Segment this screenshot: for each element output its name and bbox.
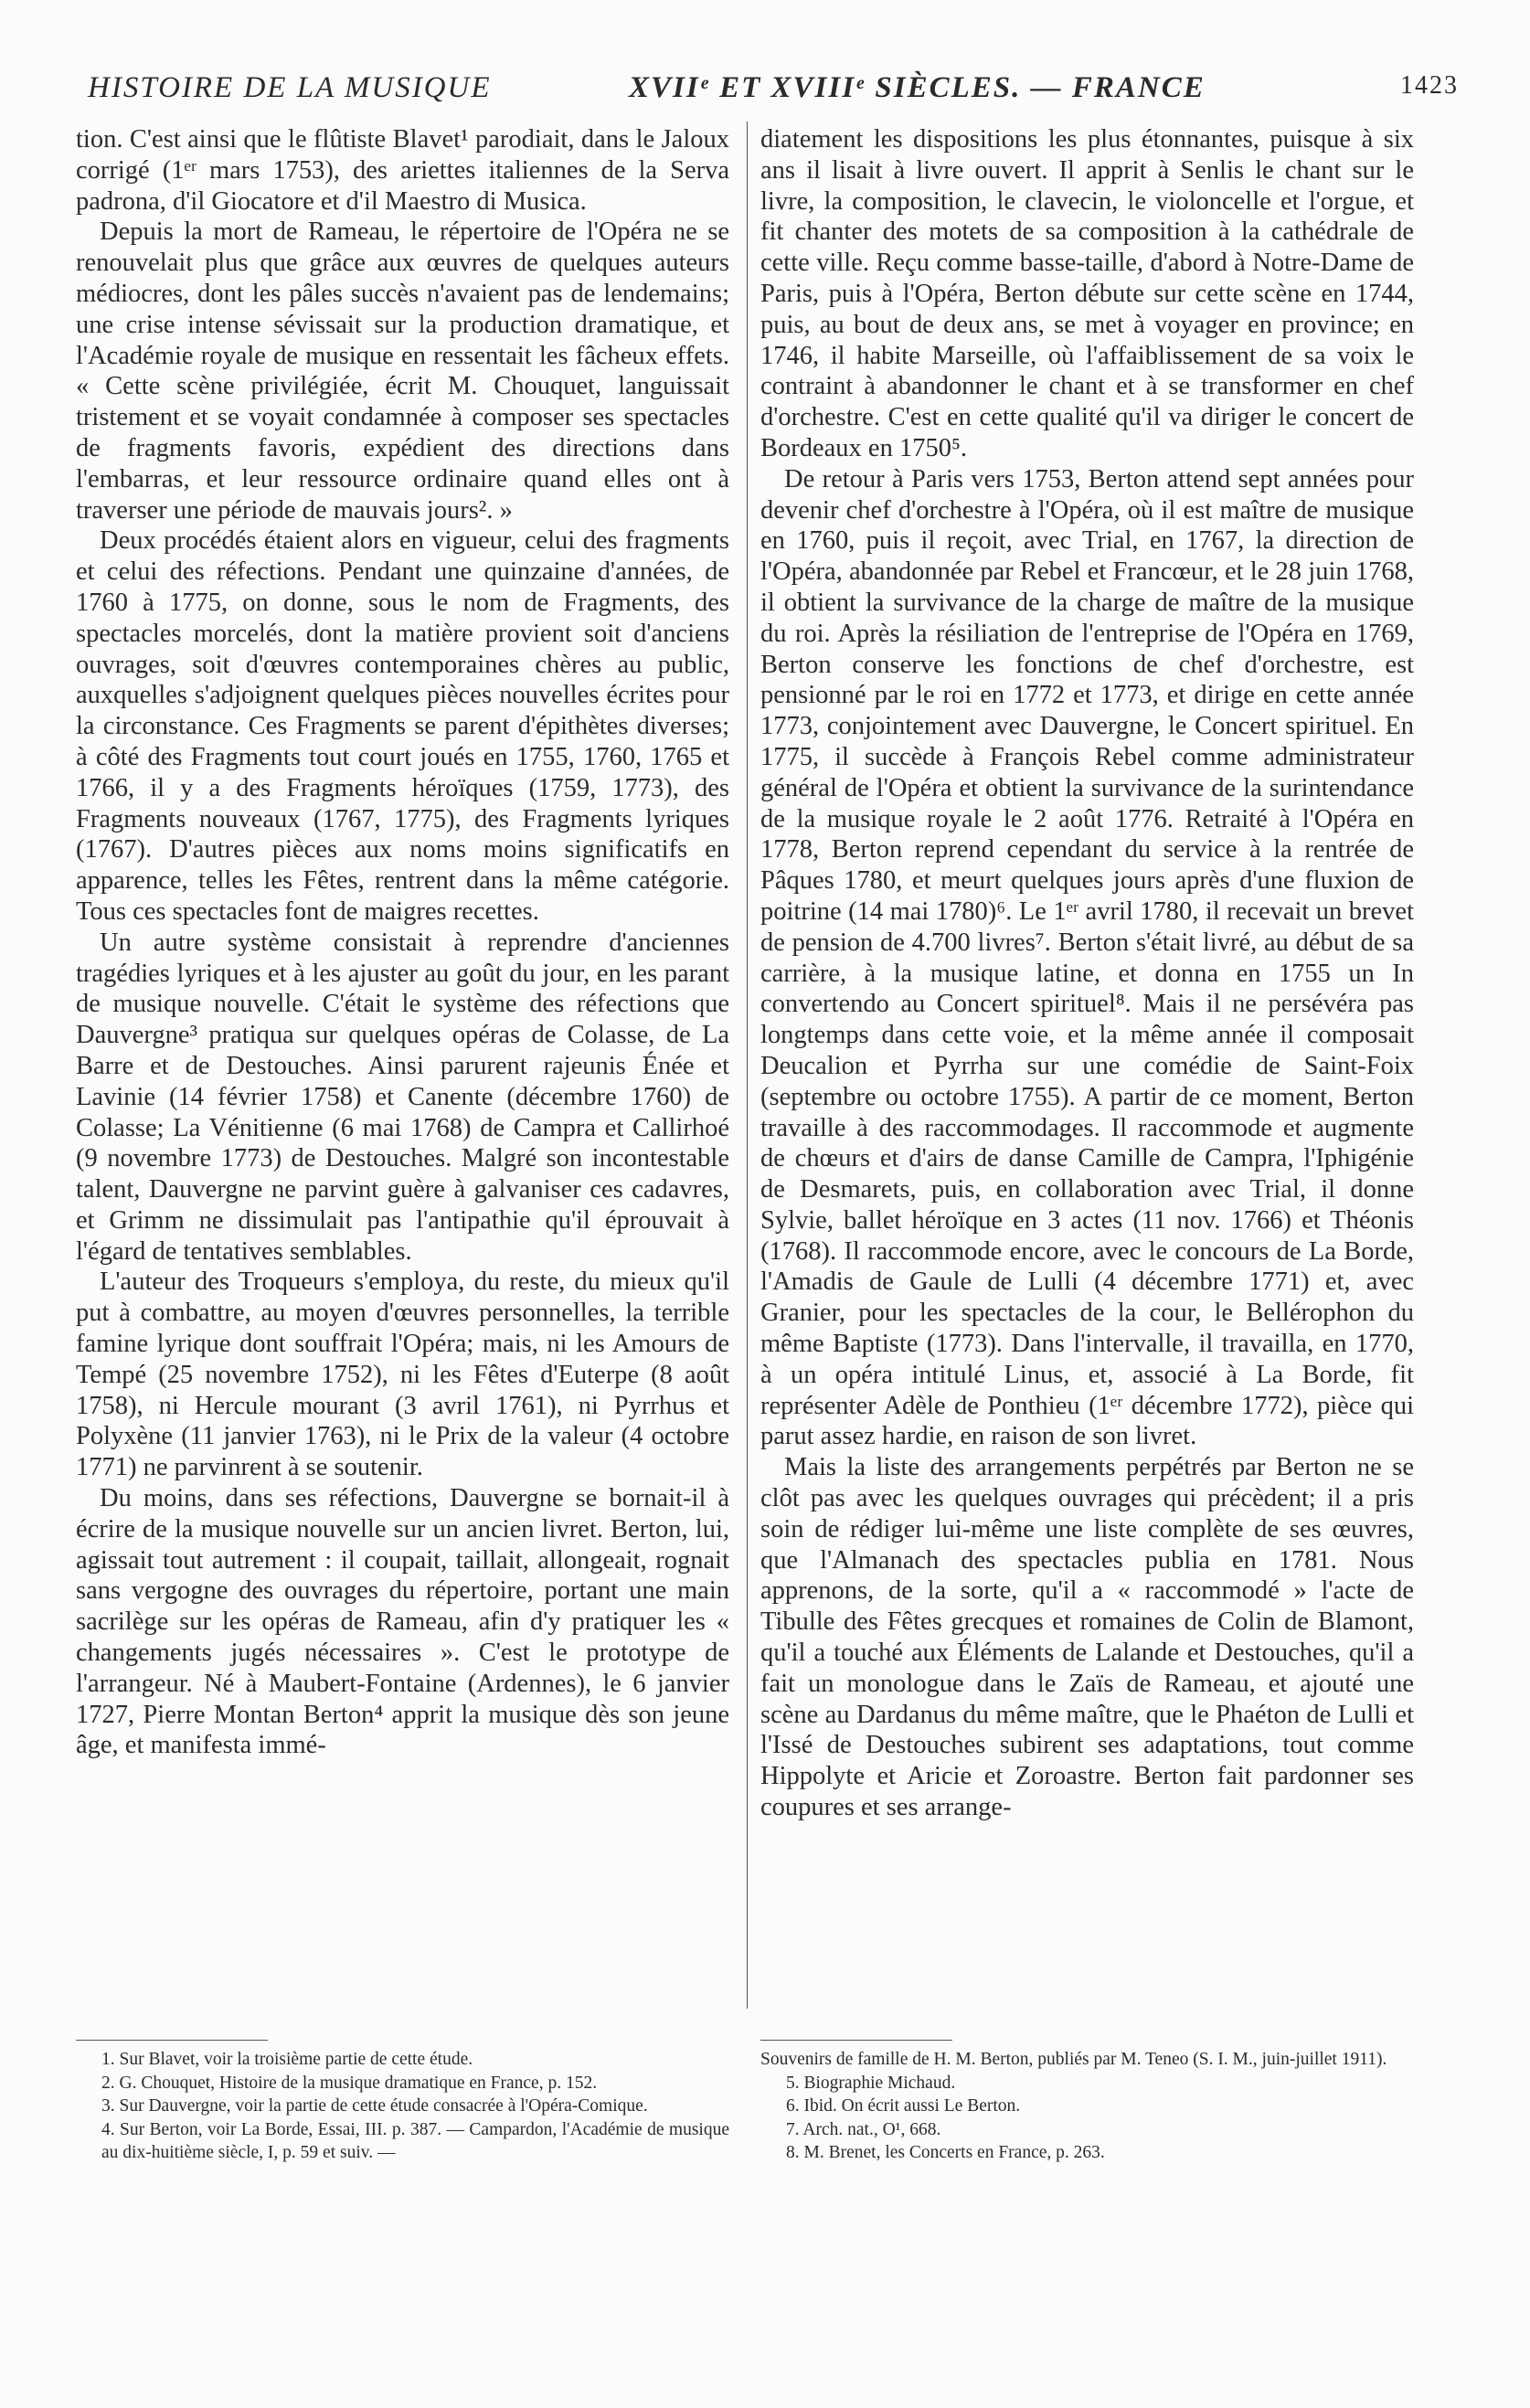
footnote: 2. G. Chouquet, Histoire de la musique dramatique en France, p. 152. xyxy=(101,2073,598,2093)
page-header xyxy=(88,71,1459,108)
footnote-rule xyxy=(76,2040,268,2041)
paragraph: diatement les dispositions les plus étonnantes, puisque à six ans il lisait à livre ouvert. Il apprit à Senlis le chant sur le livre, la composition, le clavecin, le violoncelle et l'orgue, et fit chanter des motets de sa composition à la cathédrale de cette ville. Reçu comme basse-taille, d'abord à Notre-Dame de Paris, puis à l'Opéra, Berton débute sur cette scène en 1744, puis, au bout de deux ans, se met à voyager en province; en 1746, il habite Marseille, où l'affaiblissement de sa voix le contraint à abandonner le chant et à se transformer en chef d'orchestre. C'est en cette qualité qu'il va diriger le concert de Bordeaux en 1750⁵. xyxy=(760,125,1414,462)
paragraph: L'auteur des Troqueurs s'employa, du reste, du mieux qu'il put à combattre, au moyen d'œuvres personnelles, la terrible famine lyrique dont souffrait l'Opéra; mais, ni les Amours de Tempé (25 novembre 1752), ni les Fêtes d'Euterpe (8 août 1758), ni Hercule mourant (3 avril 1761), ni Pyrrhus et Polyxène (11 janvier 1763), ni le Prix de la valeur (4 octobre 1771) ne parvinrent à se soutenir. xyxy=(76,1268,729,1482)
section-title: XVIIᵉ ET XVIIIᵉ SIÈCLES. — FRANCE xyxy=(629,71,1206,104)
footnotes-left xyxy=(76,2040,729,2165)
footnote-rule xyxy=(760,2040,952,2041)
paragraph: tion. C'est ainsi que le flûtiste Blavet¹ parodiait, dans le Jaloux corrigé (1ᵉʳ mars 1753), des ariettes italiennes de la Serva padrona, d'il Giocatore et d'il Maestro di Musica. xyxy=(76,125,729,216)
footnote: 8. M. Brenet, les Concerts en France, p. 263. xyxy=(786,2143,1105,2162)
footnote: 3. Sur Dauvergne, voir la partie de cette étude consacrée à l'Opéra-Comique. xyxy=(101,2096,648,2116)
column-divider xyxy=(747,122,748,2009)
footnotes-right xyxy=(760,2040,1414,2165)
right-column xyxy=(760,124,1414,1823)
paragraph: Deux procédés étaient alors en vigueur, celui des fragments et celui des réfections. Pendant une quinzaine d'années, de 1760 à 1775, on donne, sous le nom de Fragments, des spectacles morcelés, dont la matière provient soit d'anciens ouvrages, soit d'œuvres contemporaines chères au public, auxquelles s'adjoignent quelques pièces nouvelles écrites pour la circonstance. Ces Fragments se parent d'épithètes diverses; à côté des Fragments tout court joués en 1755, 1760, 1765 et 1766, il y a des Fragments héroïques (1759, 1773), des Fragments nouveaux (1767, 1775), des Fragments lyriques (1767). D'autres pièces aux noms moins significatifs en apparence, telles les Fêtes, rentrent dans la même catégorie. Tous ces spectacles font de maigres recettes. xyxy=(76,526,729,926)
footnote: 7. Arch. nat., O¹, 668. xyxy=(786,2119,941,2139)
footnote: 6. Ibid. On écrit aussi Le Berton. xyxy=(786,2096,1021,2116)
left-column xyxy=(76,124,729,1761)
footnote: 1. Sur Blavet, voir la troisième partie de cette étude. xyxy=(101,2050,473,2069)
paragraph: Un autre système consistait à reprendre d'anciennes tragédies lyriques et à les ajuster au goût du jour, en les parant de musique nouvelle. C'était le système des réfections que Dauvergne³ pratiqua sur quelques opéras de Colasse, de La Barre et de Destouches. Ainsi parurent rajeunis Énée et Lavinie (14 février 1758) et Canente (décembre 1760) de Colasse; La Vénitienne (6 mai 1768) de Campra et Callirhoé (9 novembre 1773) de Destouches. Malgré son incontestable talent, Dauvergne ne parvint guère à galvaniser ces cadavres, et Grimm ne dissimulait pas l'antipathie qu'il éprouvait à l'égard de tentatives semblables. xyxy=(76,928,729,1266)
footnote: Souvenirs de famille de H. M. Berton, publiés par M. Teneo (S. I. M., juin-juillet 1911). xyxy=(760,2050,1387,2069)
paragraph: De retour à Paris vers 1753, Berton attend sept années pour devenir chef d'orchestre à l'Opéra, où il est maître de musique en 1760, puis il reçoit, avec Trial, en 1767, la direction de l'Opéra, abandonnée par Rebel et Francœur, et le 28 juin 1768, il obtient la survivance de la charge de maître de la musique du roi. Après la résiliation de l'entreprise de l'Opéra en 1769, Berton conserve les fonctions de chef d'orchestre, est pensionné par le roi en 1772 et 1773, et dirige en cette année 1773, conjointement avec Dauvergne, le Concert spirituel. En 1775, il succède à François Rebel comme administrateur général de l'Opéra et obtient la survivance de la surintendance de la musique royale le 2 août 1776. Retraité à l'Opéra en 1778, Berton reprend cependant du service à la rentrée de Pâques 1780, et meurt quelques jours après d'une fluxion de poitrine (14 mai 1780)⁶. Le 1ᵉʳ avril 1780, il recevait un brevet de pension de 4.700 livres⁷. Berton s'était livré, au début de sa carrière, à la musique latine, et donna en 1755 un In convertendo au Concert spirituel⁸. Mais il ne persévéra pas longtemps dans cette voie, et la même année il composait Deucalion et Pyrrha sur une comédie de Saint-Foix (septembre ou octobre 1755). A partir de ce moment, Berton travaille à des raccommodages. Il raccommode et augmente de chœurs et d'airs de danse Camille de Campra, l'Iphigénie de Desmarets, puis, en collaboration avec Trial, il donne Sylvie, ballet héroïque en 3 actes (11 nov. 1766) et Théonis (1768). Il raccommode encore, avec le concours de La Borde, l'Amadis de Gaule de Lulli (4 décembre 1771) et, avec Granier, pour les spectacles de la cour, le Bellérophon du même Baptiste (1773). Dans l'intervalle, il travailla, en 1770, à un opéra intitulé Linus, et, associé à La Borde, fit représenter Adèle de Ponthieu (1ᵉʳ décembre 1772), pièce qui parut assez hardie, en raison de son livret. xyxy=(760,464,1414,1451)
page-number: 1423 xyxy=(1400,71,1459,100)
paragraph: Mais la liste des arrangements perpétrés par Berton ne se clôt pas avec les quelques ouvrages qui précèdent; il a pris soin de rédiger lui-même une liste complète de ses œuvres, que l'Almanach des spectacles publia en 1781. Nous apprenons, de la sorte, qu'il a « raccommodé » l'acte de Tibulle des Fêtes grecques et romaines de Colin de Blamont, qu'il a touché aux Éléments de Lalande et Destouches, qu'il a fait un monologue dans le Zaïs de Rameau, et ajouté une scène au Dardanus du même maître, que le Phaéton de Lulli et l'Issé de Destouches subirent ses adaptations, tout comme Hippolyte et Aricie et Zoroastre. Berton fait pardonner ses coupures et ses arrange- xyxy=(760,1453,1414,1822)
paragraph: Depuis la mort de Rameau, le répertoire de l'Opéra ne se renouvelait plus que grâce aux œuvres de quelques auteurs médiocres, dont les pâles succès n'avaient pas de lendemains; une crise intense sévissait sur la production dramatique, et l'Académie royale de musique en ressentait les fâcheux effets. « Cette scène privilégiée, écrit M. Chouquet, languissait tristement et se voyait condamnée à composer ses spectacles de fragments favoris, expédient des directions dans l'embarras, et leur ressource ordinaire quand elles ont à traverser une période de mauvais jours². » xyxy=(76,217,729,525)
footnote: 4. Sur Berton, voir La Borde, Essai, III. p. 387. — Campardon, l'Académie de musique au dix-huitième siècle, I, p. 59 et suiv. — xyxy=(101,2119,729,2162)
footnote: 5. Biographie Michaud. xyxy=(786,2073,956,2093)
running-title: HISTOIRE DE LA MUSIQUE xyxy=(88,71,492,104)
paragraph: Du moins, dans ses réfections, Dauvergne se bornait-il à écrire de la musique nouvelle sur un ancien livret. Berton, lui, agissait tout autrement : il coupait, taillait, allongeait, rognait sans vergogne des ouvrages du répertoire, portant une main sacrilège sur les opéras de Rameau, afin d'y pratiquer les « changements jugés nécessaires ». C'est le prototype de l'arrangeur. Né à Maubert-Fontaine (Ardennes), le 6 janvier 1727, Pierre Montan Berton⁴ apprit la musique dès son jeune âge, et manifesta immé- xyxy=(76,1484,729,1760)
